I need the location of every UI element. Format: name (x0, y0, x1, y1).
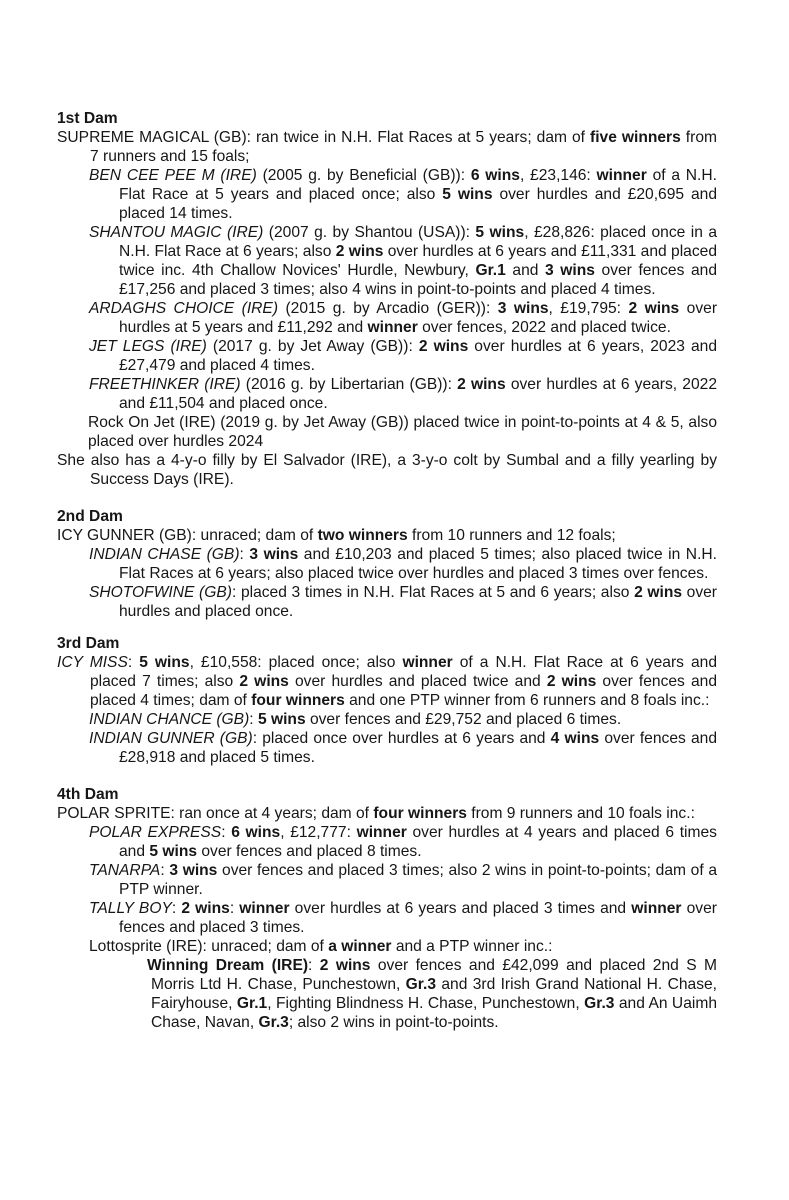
text-run: : (308, 957, 320, 974)
text-run: 2 wins (335, 243, 384, 260)
text-run: , £28,826: placed once in a N.H. Flat Race at 6 years; also (119, 224, 718, 260)
text-run: of a N.H. Flat Race at 5 years and placed once; also (119, 167, 717, 203)
text-run: , £19,795: (548, 300, 629, 317)
text-run: over hurdles and placed twice and (288, 673, 547, 690)
text-run: 2 wins (628, 300, 680, 317)
text-run: of a N.H. Flat Race at 6 years and placed 7 times; also (90, 654, 717, 690)
offspring-entry (57, 413, 717, 451)
text-run: : (171, 900, 182, 917)
dam-heading: 3rd Dam (57, 635, 120, 652)
text-run: over hurdles at 4 years and placed 6 times and (119, 824, 717, 860)
text-run: over fences, 2022 and placed twice. (417, 319, 671, 336)
offspring-entry (57, 861, 717, 899)
horse-name: POLAR SPRITE: ran once at 4 years; dam of (57, 805, 374, 822)
text-run: , £12,777: (280, 824, 357, 841)
offspring-entry (57, 729, 717, 767)
horse-name: INDIAN CHASE (GB) (89, 546, 240, 563)
text-run: over fences and placed 4 times; dam of (90, 673, 718, 709)
text-run: 6 wins (470, 167, 520, 184)
text-run: Gr.1 (236, 995, 268, 1012)
horse-name: BEN CEE PEE M (IRE) (89, 167, 257, 184)
text-run: : (239, 546, 250, 563)
dam-heading: 1st Dam (57, 110, 118, 127)
pedigree-section-3 (57, 634, 717, 767)
text-run: over fences and placed 8 times. (197, 843, 422, 860)
text-run: four winners (373, 805, 467, 822)
text-run: winner (631, 900, 682, 917)
text-run: 2 wins (457, 376, 506, 393)
pedigree-section-2 (57, 507, 717, 621)
text-run: 5 wins (442, 186, 493, 203)
text-run: She also has a 4-y-o filly by El Salvador (IRE), a 3-y-o colt by Sumbal and a filly yearling by Success Days (IRE). (57, 452, 717, 488)
offspring-entry (57, 299, 717, 337)
text-run: : (221, 824, 232, 841)
text-run: and 3rd Irish Grand National H. Chase, Fairyhouse, (151, 976, 717, 1012)
granddaughter-entry (57, 956, 717, 1032)
horse-name: INDIAN CHANCE (GB) (89, 711, 250, 728)
text-run: five winners (590, 129, 681, 146)
horse-name: JET LEGS (IRE) (89, 338, 207, 355)
offspring-entry (57, 823, 717, 861)
horse-name: POLAR EXPRESS (89, 824, 222, 841)
text-run: 5 wins (139, 654, 190, 671)
offspring-entry (57, 223, 717, 299)
text-run: 2 wins (319, 957, 371, 974)
text-run: 2 wins (181, 900, 230, 917)
text-run: over fences and £29,752 and placed 6 times. (305, 711, 622, 728)
dam-entry (57, 526, 717, 545)
offspring-entry (57, 583, 717, 621)
dam-entry (57, 653, 717, 710)
text-run: winner (367, 319, 418, 336)
text-run: (2017 g. by Jet Away (GB)): (206, 338, 419, 355)
text-run: 3 wins (249, 546, 299, 563)
horse-name: Lottosprite (IRE): unraced; dam of (89, 938, 329, 955)
horse-name: SHANTOU MAGIC (IRE) (89, 224, 264, 241)
horse-name: FREETHINKER (IRE) (89, 376, 241, 393)
horse-name: TALLY BOY (89, 900, 172, 917)
text-run: : placed 3 times in N.H. Flat Races at 5 and 6 years; also (231, 584, 635, 601)
text-run: 6 wins (231, 824, 281, 841)
horse-name: TANARPA (89, 862, 161, 879)
text-run: 2 wins (634, 584, 683, 601)
text-run: (2007 g. by Shantou (USA)): (263, 224, 476, 241)
horse-name: INDIAN GUNNER (GB) (89, 730, 253, 747)
text-run: , £10,558: placed once; also (189, 654, 403, 671)
horse-name: ICY GUNNER (GB): unraced; dam of (57, 527, 318, 544)
horse-name: Winning Dream (IRE) (147, 957, 309, 974)
text-run: over hurdles at 5 years and £11,292 and (119, 300, 718, 336)
text-run: 5 wins (257, 711, 306, 728)
text-run: 5 wins (149, 843, 198, 860)
text-run: 2 wins (239, 673, 289, 690)
text-run: , Fighting Blindness H. Chase, Punchestown, (267, 995, 585, 1012)
text-run: : (160, 862, 170, 879)
text-run: ; also 2 wins in point-to-points. (288, 1014, 499, 1031)
text-run: over hurdles at 6 years and £11,331 and placed twice inc. 4th Challow Novices' Hurdle, Newbury, (119, 243, 717, 279)
text-run: over fences and £28,918 and placed 5 times. (119, 730, 717, 766)
text-run: 5 wins (475, 224, 525, 241)
horse-name: ARDAGHS CHOICE (IRE) (89, 300, 279, 317)
offspring-entry (57, 899, 717, 937)
offspring-entry (57, 337, 717, 375)
text-run: and An Uaimh Chase, Navan, (151, 995, 717, 1031)
breeding-note (57, 451, 717, 489)
text-run: : (127, 654, 140, 671)
text-run: winner (239, 900, 290, 917)
offspring-entry (57, 166, 717, 223)
offspring-entry (57, 937, 717, 956)
text-run: two winners (317, 527, 408, 544)
offspring-entry (57, 375, 717, 413)
dam-entry (57, 128, 717, 166)
horse-name: SUPREME MAGICAL (GB): ran twice in N.H. Flat Races at 5 years; dam of (57, 129, 590, 146)
text-run: 3 wins (169, 862, 218, 879)
text-run: a winner (328, 938, 392, 955)
offspring-entry (57, 710, 717, 729)
text-run: winner (356, 824, 407, 841)
text-run: 3 wins (545, 262, 595, 279)
text-run: over fences and placed 3 times; also 2 wins in point-to-points; dam of a PTP winner. (119, 862, 718, 898)
text-run: 2 wins (418, 338, 469, 355)
offspring-entry (57, 545, 717, 583)
pedigree-section-4 (57, 785, 717, 1032)
text-run: from 7 runners and 15 foals; (90, 129, 717, 165)
text-run: winner (402, 654, 453, 671)
horse-name: ICY MISS (57, 654, 128, 671)
pedigree-section-1 (57, 109, 717, 489)
text-run: and £10,203 and placed 5 times; also placed twice in N.H. Flat Races at 6 years; also placed twice over hurdles and placed 3 times over fences. (119, 546, 717, 582)
text-run: (2005 g. by Beneficial (GB)): (256, 167, 471, 184)
text-run: and (505, 262, 546, 279)
text-run: four winners (251, 692, 345, 709)
horse-name: SHOTOFWINE (GB) (89, 584, 232, 601)
text-run: Gr.3 (258, 1014, 289, 1031)
text-run: over fences and placed 3 times. (119, 900, 717, 936)
text-run: (2015 g. by Arcadio (GER)): (278, 300, 498, 317)
dam-entry (57, 804, 717, 823)
text-run: over fences and £42,099 and placed 2nd S M Morris Ltd H. Chase, Punchestown, (151, 957, 717, 993)
text-run: : placed once over hurdles at 6 years and (252, 730, 551, 747)
text-run: : (249, 711, 258, 728)
text-run: over hurdles and £20,695 and placed 14 times. (119, 186, 718, 222)
text-run: Gr.3 (405, 976, 437, 993)
text-run: from 10 runners and 12 foals; (407, 527, 616, 544)
text-run: over hurdles at 6 years and placed 3 times and (289, 900, 632, 917)
text-run: and a PTP winner inc.: (391, 938, 553, 955)
text-run: 3 wins (497, 300, 549, 317)
dam-heading: 2nd Dam (57, 508, 123, 525)
text-run: Gr.3 (584, 995, 615, 1012)
text-run: : (229, 900, 240, 917)
dam-heading: 4th Dam (57, 786, 119, 803)
text-run: over fences and £17,256 and placed 3 times; also 4 wins in point-to-points and placed 4 times. (119, 262, 717, 298)
horse-name: Rock On Jet (IRE) (2019 g. by Jet Away (GB)) placed twice in point-to-points at 4 & 5, also placed over hurdles 2024 (88, 414, 717, 450)
text-run: , £23,146: (519, 167, 597, 184)
text-run: winner (596, 167, 647, 184)
text-run: 2 wins (546, 673, 597, 690)
text-run: Gr.1 (475, 262, 506, 279)
text-run: over hurdles and placed once. (119, 584, 718, 620)
text-run: over hurdles at 6 years, 2023 and £27,479 and placed 4 times. (119, 338, 718, 374)
text-run: from 9 runners and 10 foals inc.: (466, 805, 695, 822)
text-run: and one PTP winner from 6 runners and 8 foals inc.: (344, 692, 710, 709)
text-run: 4 wins (550, 730, 600, 747)
text-run: (2016 g. by Libertarian (GB)): (240, 376, 458, 393)
text-run: over hurdles at 6 years, 2022 and £11,504 and placed once. (119, 376, 717, 412)
